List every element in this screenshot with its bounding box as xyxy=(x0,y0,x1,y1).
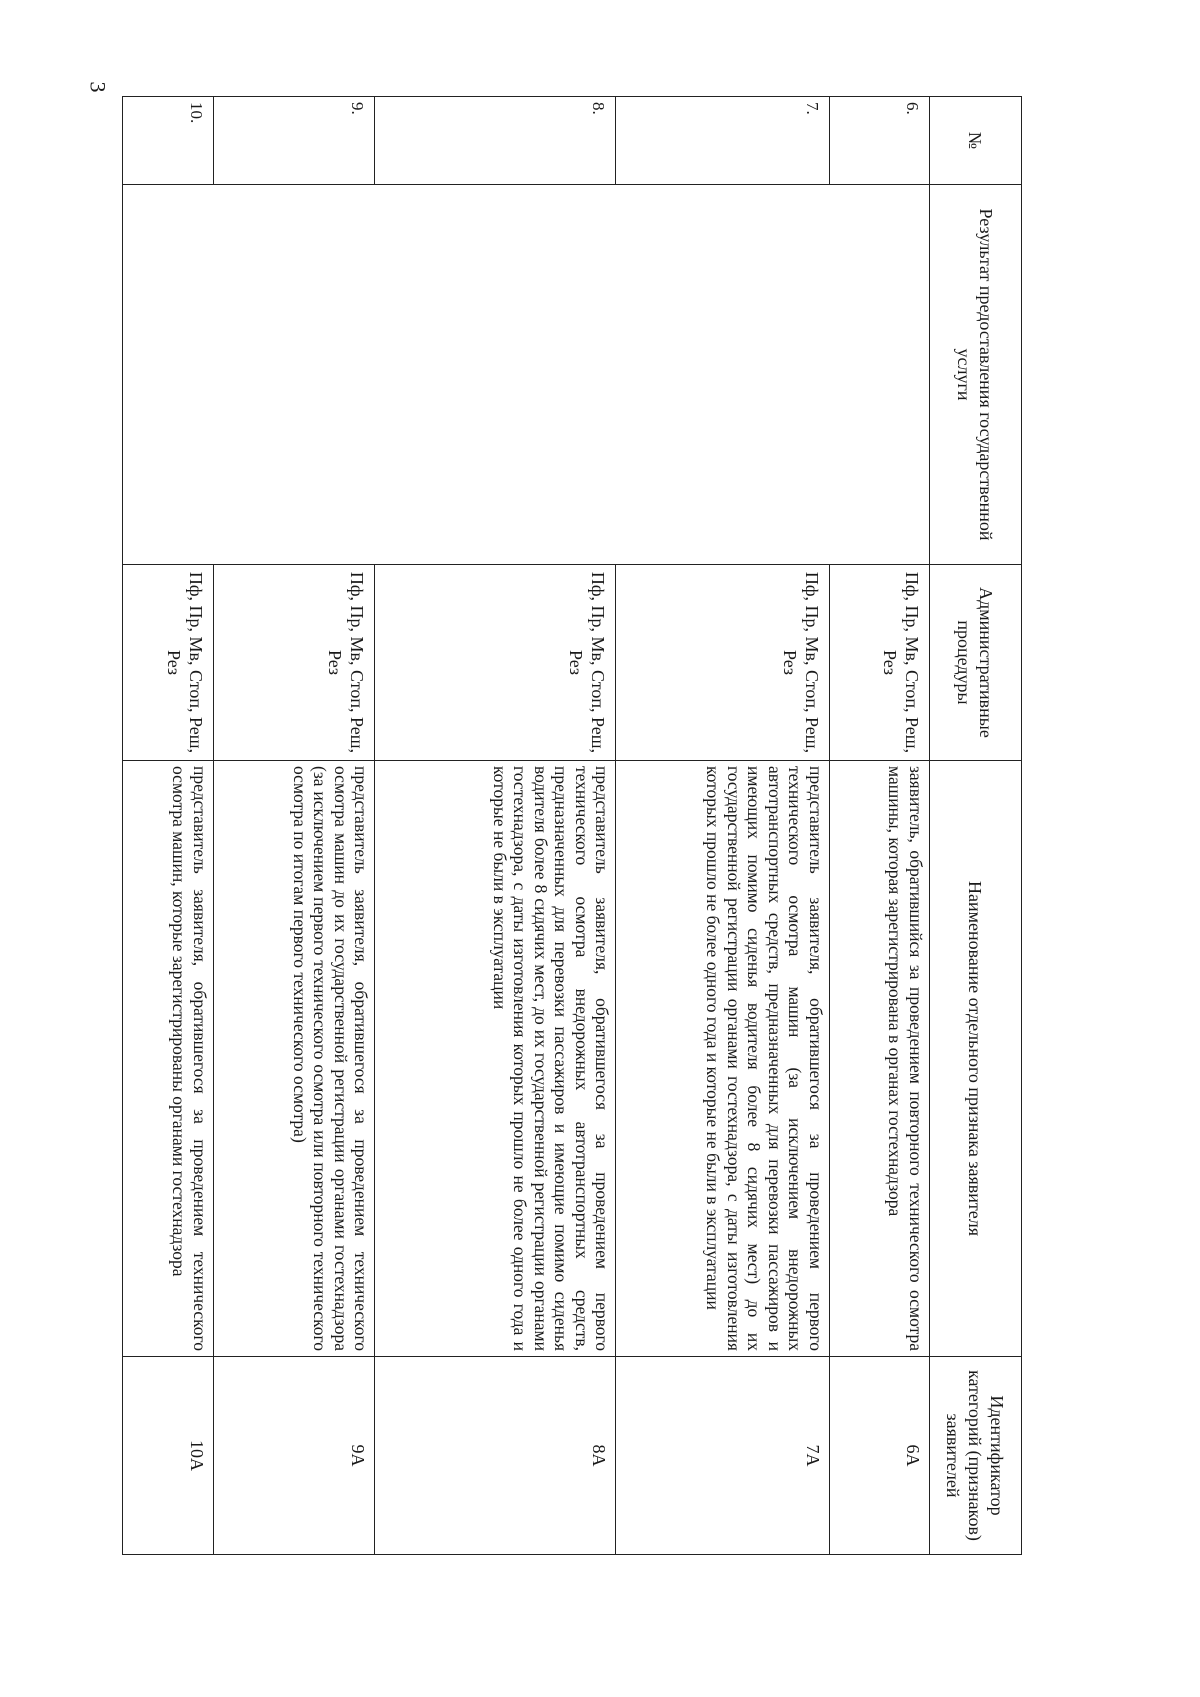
page-number: 3 xyxy=(85,81,111,93)
row-description: представитель заявителя, обратившегося за проведением первого технического осмотра машин (за исключением внедорожных автотранспортных средств, предназначенных для перевозки пассажиров и имеющих помимо сиденья водителя более 8 сидячих мест) до их государственной регистрации органами гостехнадзора, с даты изготовления которых прошло не более одного года и которые не были в эксплуатации xyxy=(616,761,830,1357)
row-num: 10. xyxy=(123,97,214,185)
row-description: представитель заявителя, обратившегося за проведением технического осмотра машин, которые зарегистрированы органами гостехнадзора xyxy=(123,761,214,1357)
applicant-categories-table xyxy=(122,96,1022,1555)
row-identifier: 6А xyxy=(829,1357,929,1555)
row-identifier: 9А xyxy=(213,1357,374,1555)
row-identifier: 7А xyxy=(616,1357,830,1555)
header-procedures: Административные процедуры xyxy=(930,565,1022,761)
row-num: 9. xyxy=(213,97,374,185)
table-header-row xyxy=(930,97,1022,1555)
row-num: 7. xyxy=(616,97,830,185)
row-procedures: Пф, Пр, Мв, Стоп, Реш, Рез xyxy=(213,565,374,761)
header-result: Результат предоставления государственной услуги xyxy=(930,185,1022,565)
header-num: № xyxy=(930,97,1022,185)
rotated-table-wrapper xyxy=(122,96,1022,1554)
row-num: 6. xyxy=(829,97,929,185)
row-identifier: 8А xyxy=(375,1357,616,1555)
header-description: Наименование отдельного признака заявителя xyxy=(930,761,1022,1357)
row-description: представитель заявителя, обратившегося за проведением первого технического осмотра внедорожных автотранспортных средств, предназначенных для перевозки пассажиров и имеющие помимо сиденья водителя более 8 сидячих мест, до их государственной регистрации органами гостехнадзора, с даты изготовления которых прошло не более одного года и которые не были в эксплуатации xyxy=(375,761,616,1357)
row-procedures: Пф, Пр, Мв, Стоп, Реш, Рез xyxy=(829,565,929,761)
row-description: заявитель, обратившийся за проведением повторного технического осмотра машины, которая зарегистрирована в органах гостехнадзора xyxy=(829,761,929,1357)
row-identifier: 10А xyxy=(123,1357,214,1555)
table-row xyxy=(829,97,929,1555)
result-cell xyxy=(123,185,930,565)
row-procedures: Пф, Пр, Мв, Стоп, Реш, Рез xyxy=(616,565,830,761)
row-num: 8. xyxy=(375,97,616,185)
row-description: представитель заявителя, обратившегося за проведением технического осмотра машин до их государственной регистрации органами гостехнадзора (за исключением первого технического осмотра или повторного технического осмотра по итогам первого технического осмотра) xyxy=(213,761,374,1357)
header-identifier: Идентификатор категорий (признаков) заявителей xyxy=(930,1357,1022,1555)
row-procedures: Пф, Пр, Мв, Стоп, Реш, Рез xyxy=(375,565,616,761)
row-procedures: Пф, Пр, Мв, Стоп, Реш, Рез xyxy=(123,565,214,761)
